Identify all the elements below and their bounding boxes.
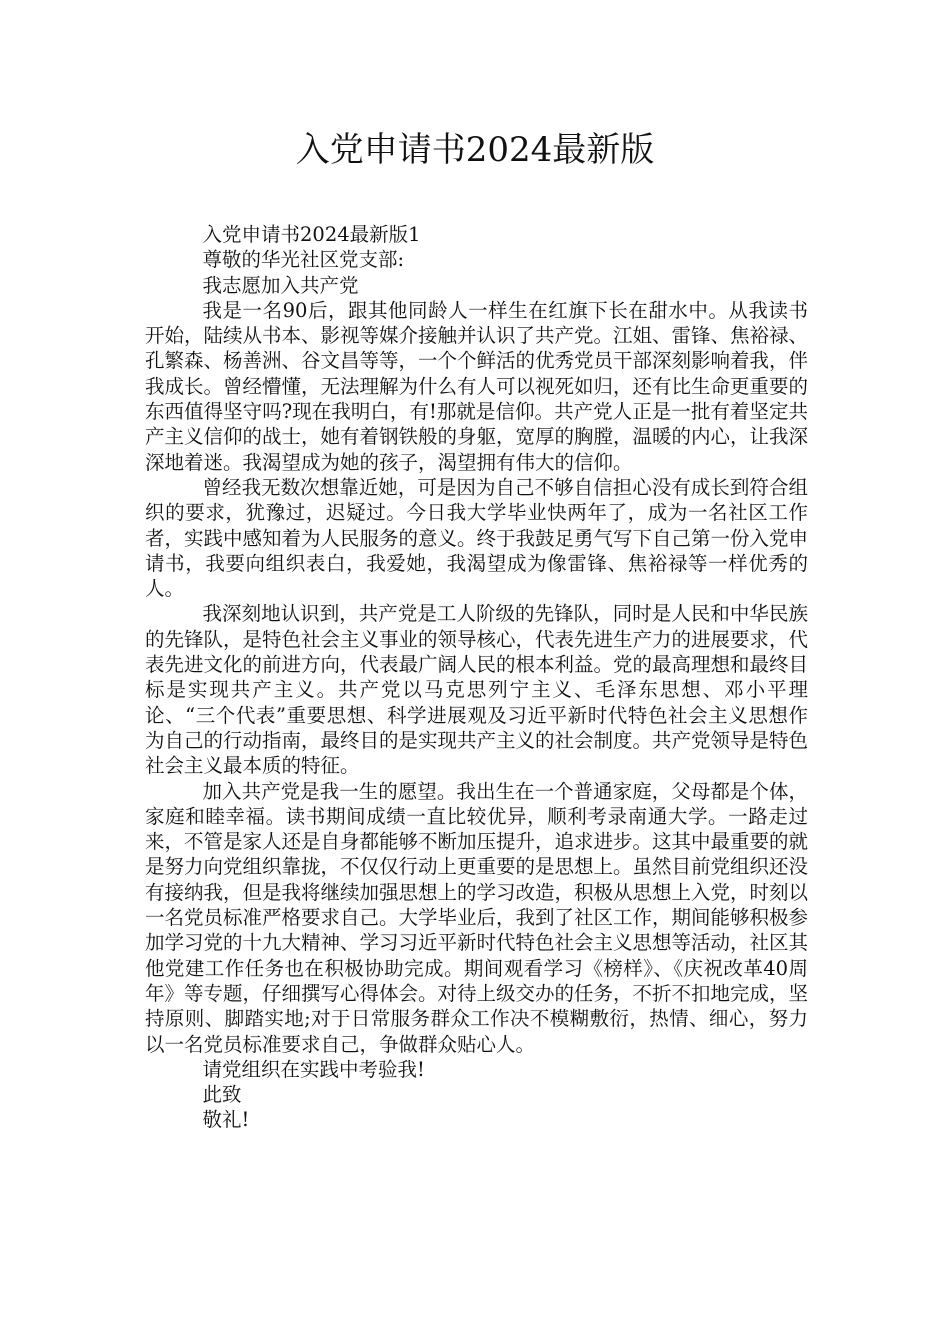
closing-jingli: 敬礼! — [202, 1108, 250, 1132]
body-paragraph: 我是一名90后，跟其他同龄人一样生在红旗下长在甜水中。从我读书开始，陆续从书本、影视等媒介接触并认识了共产党。江姐、雷锋、焦裕禄、孔繁森、杨善洲、谷文昌等等，一个个鲜活的优秀党员干部深刻影响着我，伴我成长。曾经懵懂，无法理解为什么有人可以视死如归，还有比生命更重要的东西值得坚守吗?现在我明白，有!那就是信仰。共产党人正是一批有着坚定共产主义信仰的战士，她有着钢铁般的身躯，宽厚的胸膛，温暖的内心，让我深深地着迷。我渴望成为她的孩子，渴望拥有伟大的信仰。 — [145, 298, 809, 474]
declaration-line: 我志愿加入共产党 — [202, 273, 359, 297]
body-paragraph: 我深刻地认识到，共产党是工人阶级的先锋队，同时是人民和中华民族的先锋队，是特色社会主义事业的领导核心，代表先进生产力的进展要求，代表先进文化的前进方向，代表最广阔人民的根本利益。党的最高理想和最终目标是实现共产主义。共产党以马克思列宁主义、毛泽东思想、邓小平理论、“三个代表”重要思想、科学进展观及习近平新时代特色社会主义思想作为自己的行动指南，最终目的是实现共产主义的社会制度。共产党领导是特色社会主义最本质的特征。 — [145, 602, 809, 778]
document-title: 入党申请书2024最新版 — [295, 130, 655, 170]
closing-cizhi: 此致 — [202, 1083, 242, 1107]
body-paragraph: 加入共产党是我一生的愿望。我出生在一个普通家庭，父母都是个体，家庭和睦幸福。读书期间成绩一直比较优异，顺利考录南通大学。一路走过来，不管是家人还是自身都能够不断加压提升，追求进步。这其中最重要的就是努力向党组织靠拢，不仅仅行动上更重要的是思想上。虽然目前党组织还没有接纳我，但是我将继续加强思想上的学习改造，积极从思想上入党，时刻以一名党员标准严格要求自己。大学毕业后，我到了社区工作，期间能够积极参加学习党的十九大精神、学习习近平新时代特色社会主义思想等活动，社区其他党建工作任务也在积极协助完成。期间观看学习《榜样》、《庆祝改革40周年》等专题，仔细撰写心得体会。对待上级交办的任务，不折不扣地完成，坚持原则、脚踏实地;对于日常服务群众工作决不模糊敷衍，热情、细心，努力以一名党员标准要求自己，争做群众贴心人。 — [145, 779, 809, 1056]
section-heading: 入党申请书2024最新版1 — [202, 223, 421, 246]
salutation: 尊敬的华光社区党支部: — [202, 248, 405, 272]
body-paragraph: 曾经我无数次想靠近她，可是因为自己不够自信担心没有成长到符合组织的要求，犹豫过，迟疑过。今日我大学毕业快两年了，成为一名社区工作者，实践中感知着为人民服务的意义。终于我鼓足勇气写下自己第一份入党申请书，我要向组织表白，我爱她，我渴望成为像雷锋、焦裕禄等一样优秀的人。 — [145, 475, 809, 601]
closing-request: 请党组织在实践中考验我! — [202, 1057, 425, 1081]
document-body — [145, 222, 808, 1133]
